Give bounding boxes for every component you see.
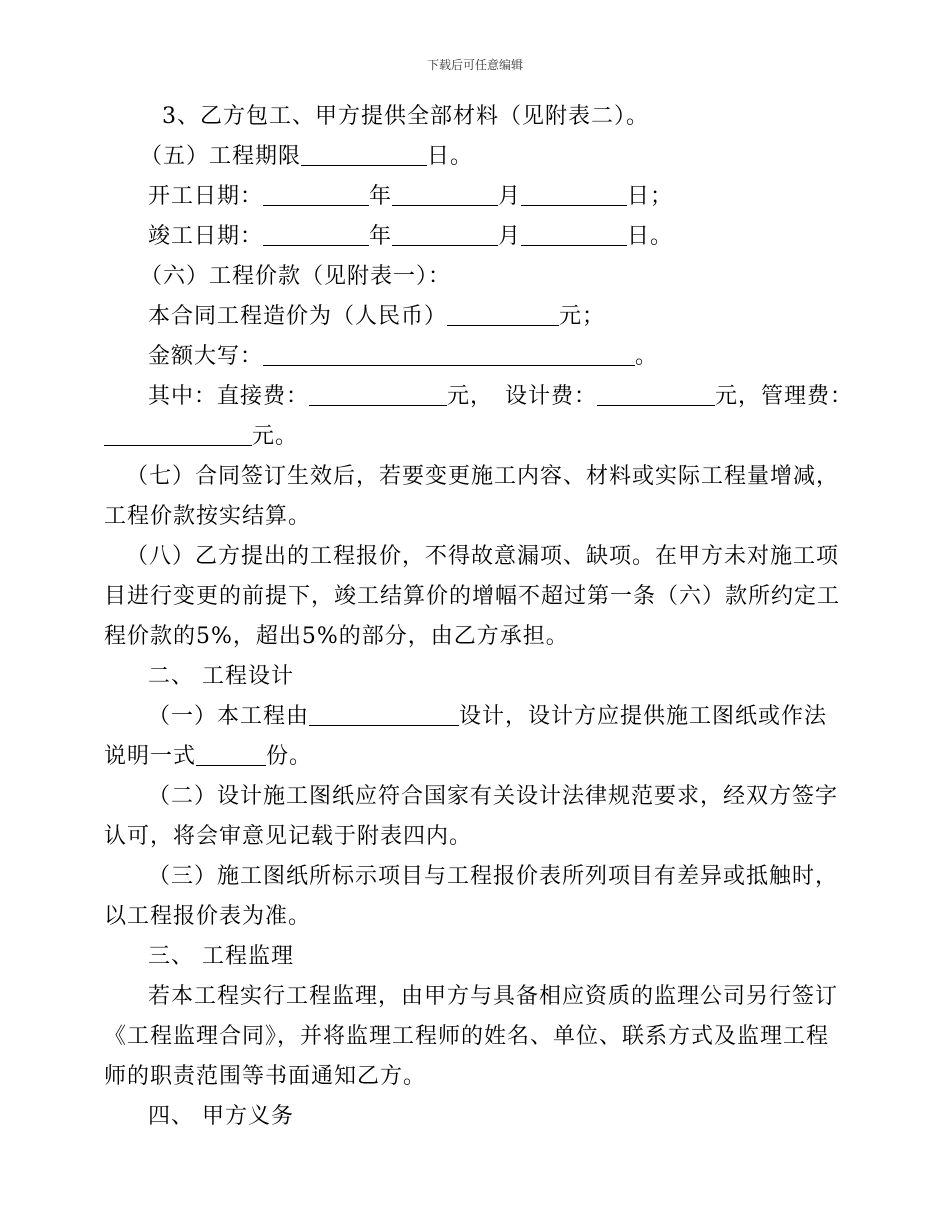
paragraph-line xyxy=(126,542,839,572)
fill-in-blank xyxy=(104,423,252,446)
line-text: 月 xyxy=(498,184,522,209)
section-heading xyxy=(148,662,294,692)
line-text: 本合同工程造价为（人民币） xyxy=(148,304,448,329)
section-heading xyxy=(148,942,294,972)
line-text: 工程价款按实结算。 xyxy=(104,504,312,529)
paragraph-line xyxy=(148,182,673,212)
paragraph-line xyxy=(104,502,311,532)
line-text: 若本工程实行工程监理，由甲方与具备相应资质的监理公司另行签订 xyxy=(148,984,839,1009)
fill-in-blank xyxy=(521,223,627,246)
paragraph-line xyxy=(126,462,839,492)
fill-in-blank xyxy=(301,143,427,166)
paragraph-line xyxy=(148,782,838,812)
line-text: 目进行变更的前提下，竣工结算价的增幅不超过第一条（六）款所约定工 xyxy=(104,584,841,609)
line-text: 以工程报价表为准。 xyxy=(104,904,312,929)
paragraph-line xyxy=(104,422,298,452)
paragraph-line xyxy=(162,102,649,132)
line-text: 元； xyxy=(559,304,606,329)
paragraph-line xyxy=(104,1062,426,1092)
line-text: 月 xyxy=(498,224,522,249)
line-text: 元。 xyxy=(252,424,299,449)
line-text: 设计费： xyxy=(505,384,598,409)
line-text: （一）本工程由 xyxy=(148,704,310,729)
line-text: 金额大写： xyxy=(148,344,264,369)
paragraph-line xyxy=(148,342,658,372)
line-text: （八）乙方提出的工程报价，不得故意漏项、缺项。在甲方未对施工项 xyxy=(126,544,840,569)
line-text: 元，管理费： xyxy=(715,384,854,409)
paragraph-line xyxy=(104,582,840,612)
line-text: 年 xyxy=(369,184,393,209)
line-text: 元， xyxy=(447,384,494,409)
paragraph-line xyxy=(104,1022,829,1052)
line-text: （七）合同签订生效后，若要变更施工内容、材料或实际工程量增减， xyxy=(126,464,840,489)
paragraph-line xyxy=(148,982,838,1012)
line-text: 说明一式 xyxy=(104,744,197,769)
section-heading xyxy=(148,1102,294,1132)
paragraph-line xyxy=(148,862,838,892)
paragraph-line xyxy=(104,742,312,772)
line-text: 设计，设计方应提供施工图纸或作法 xyxy=(459,704,828,729)
line-text: 其中：直接费： xyxy=(148,384,310,409)
fill-in-blank xyxy=(263,343,635,366)
paragraph-line xyxy=(104,822,472,852)
paragraph-line xyxy=(148,302,605,332)
paragraph-line xyxy=(140,262,451,292)
line-text: 日。 xyxy=(427,144,474,169)
line-text: 份。 xyxy=(266,744,313,769)
page-header: 下载后可任意编辑 xyxy=(426,58,523,72)
line-text: （三）施工图纸所标示项目与工程报价表所列项目有差异或抵触时， xyxy=(148,864,839,889)
line-text: （五）工程期限 xyxy=(140,144,302,169)
fill-in-blank xyxy=(309,703,459,726)
fill-in-blank xyxy=(392,183,498,206)
line-text: 认可，将会审意见记载于附表四内。 xyxy=(104,824,473,849)
fill-in-blank xyxy=(392,223,498,246)
line-text: （六）工程价款（见附表一）： xyxy=(140,264,452,289)
line-text: 日； xyxy=(627,184,674,209)
paragraph-line xyxy=(148,222,673,252)
paragraph-line xyxy=(148,382,853,412)
line-text: 四、 甲方义务 xyxy=(148,1104,294,1129)
fill-in-blank xyxy=(597,383,715,406)
line-text: 三、 工程监理 xyxy=(148,944,294,969)
line-text: 二、 工程设计 xyxy=(148,664,294,689)
fill-in-blank xyxy=(447,303,559,326)
line-text: 开工日期： xyxy=(148,184,264,209)
fill-in-blank xyxy=(263,183,369,206)
paragraph-line xyxy=(148,702,827,732)
line-text: 日。 xyxy=(627,224,674,249)
fill-in-blank xyxy=(196,743,266,766)
fill-in-blank xyxy=(309,383,447,406)
line-text: 3、乙方包工、甲方提供全部材料（见附表二）。 xyxy=(162,104,649,129)
line-text: 程价款的5%，超出5%的部分，由乙方承担。 xyxy=(104,624,569,649)
line-text: 竣工日期： xyxy=(148,224,264,249)
paragraph-line xyxy=(140,142,473,172)
line-text: 。 xyxy=(635,344,659,369)
paragraph-line xyxy=(104,902,311,932)
line-text: 年 xyxy=(369,224,393,249)
fill-in-blank xyxy=(263,223,369,246)
paragraph-line xyxy=(104,622,569,652)
line-text: 师的职责范围等书面通知乙方。 xyxy=(104,1064,427,1089)
line-text: （二）设计施工图纸应符合国家有关设计法律规范要求，经双方签字 xyxy=(148,784,839,809)
line-text: 《工程监理合同》，并将监理工程师的姓名、单位、联系方式及监理工程 xyxy=(104,1024,830,1049)
fill-in-blank xyxy=(521,183,627,206)
